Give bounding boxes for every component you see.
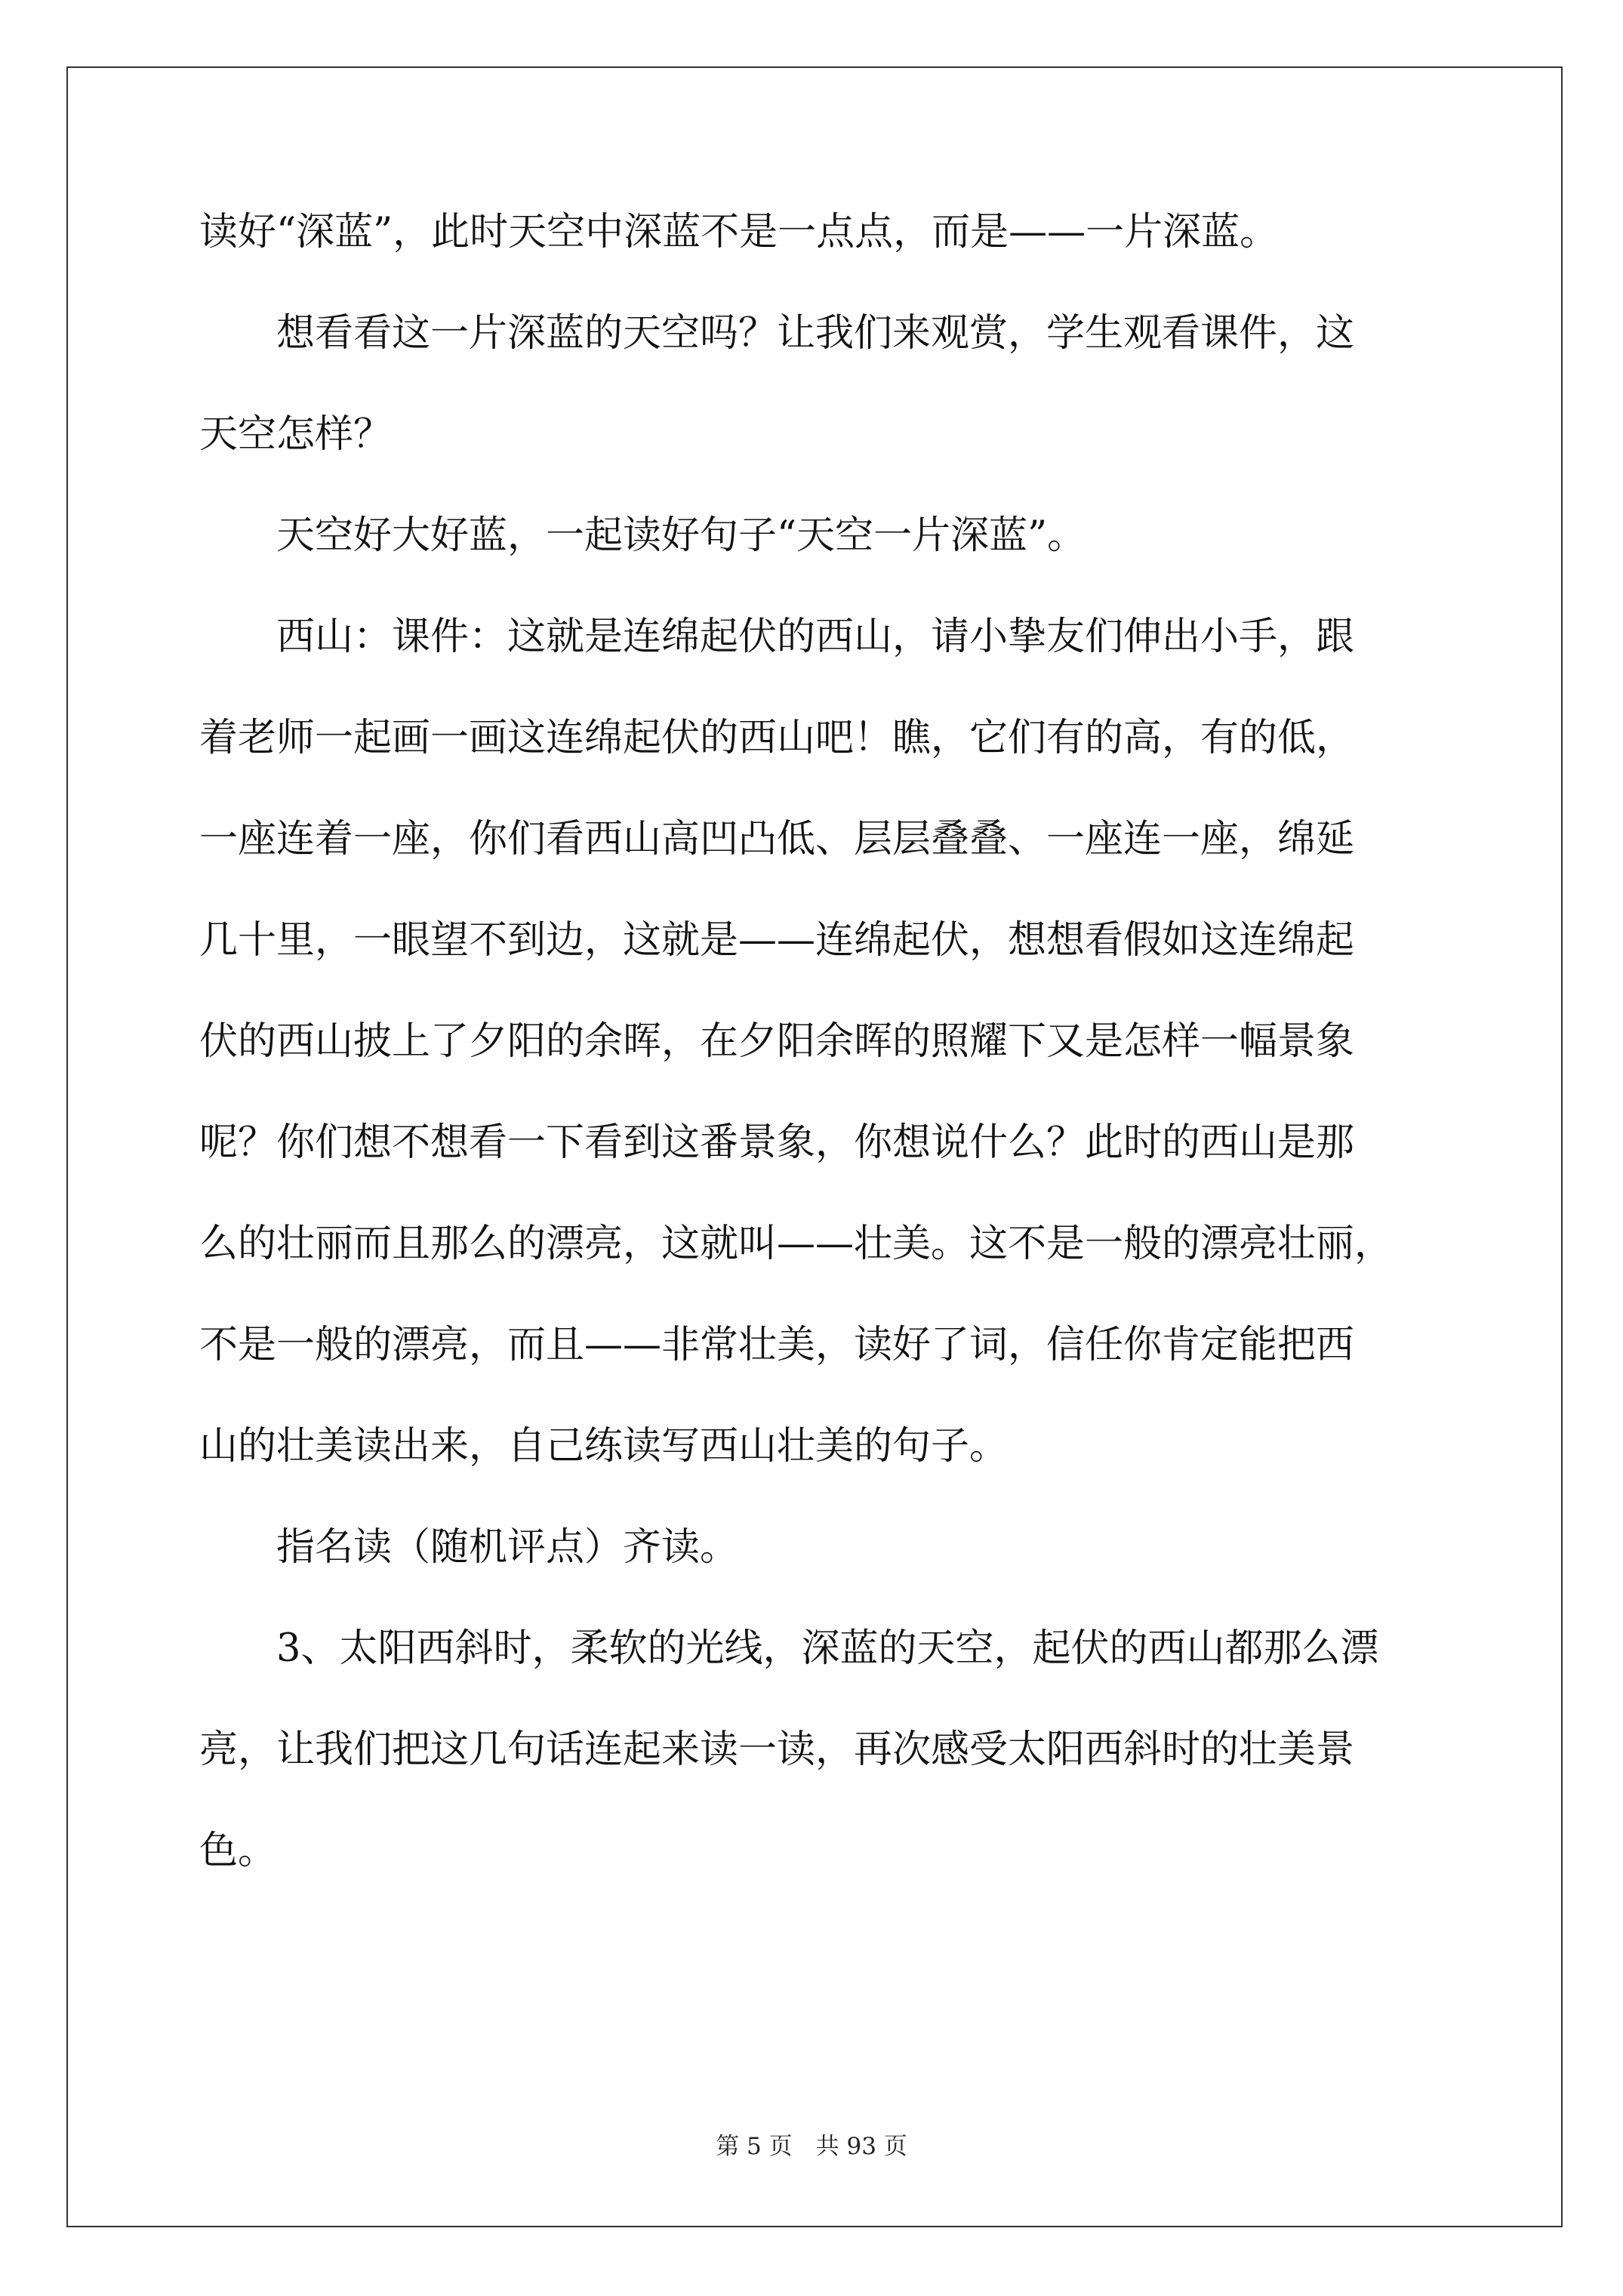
text-line: 么的壮丽而且那么的漂亮，这就叫——壮美。这不是一般的漂亮壮丽，: [199, 1222, 1394, 1266]
text-line: 天空好大好蓝，一起读好句子“天空一片深蓝”。: [199, 513, 1086, 558]
page-number-footer: 第 5 页 共 93 页: [716, 2133, 907, 2160]
text-line: 亮，让我们把这几句话连起来读一读，再次感受太阳西斜时的壮美景: [199, 1727, 1355, 1772]
text-line: 想看看这一片深蓝的天空吗？让我们来观赏，学生观看课件，这: [199, 311, 1355, 356]
text-line: 指名读（随机评点）齐读。: [199, 1525, 739, 1570]
text-line: 伏的西山披上了夕阳的余晖，在夕阳余晖的照耀下又是怎样一幅景象: [199, 1019, 1355, 1064]
text-line: 呢？你们想不想看一下看到这番景象，你想说什么？此时的西山是那: [199, 1120, 1355, 1165]
text-line: 几十里，一眼望不到边，这就是——连绵起伏，想想看假如这连绵起: [199, 918, 1355, 963]
text-line: 山的壮美读出来，自己练读写西山壮美的句子。: [199, 1424, 1009, 1469]
text-line: 西山：课件：这就是连绵起伏的西山，请小挚友们伸出小手，跟: [199, 615, 1355, 659]
text-line: 着老师一起画一画这连绵起伏的西山吧！瞧，它们有的高，有的低，: [199, 716, 1355, 760]
text-line: 3、太阳西斜时，柔软的光线，深蓝的天空，起伏的西山都那么漂: [199, 1626, 1379, 1671]
text-line: 色。: [199, 1829, 277, 1873]
text-line: 不是一般的漂亮，而且——非常壮美，读好了词，信任你肯定能把西: [199, 1323, 1355, 1367]
text-line: 天空怎样？: [199, 412, 393, 457]
text-line: 读好“深蓝”，此时天空中深蓝不是一点点，而是——一片深蓝。: [199, 210, 1279, 254]
text-line: 一座连着一座，你们看西山高凹凸低、层层叠叠、一座连一座，绵延: [199, 817, 1355, 861]
